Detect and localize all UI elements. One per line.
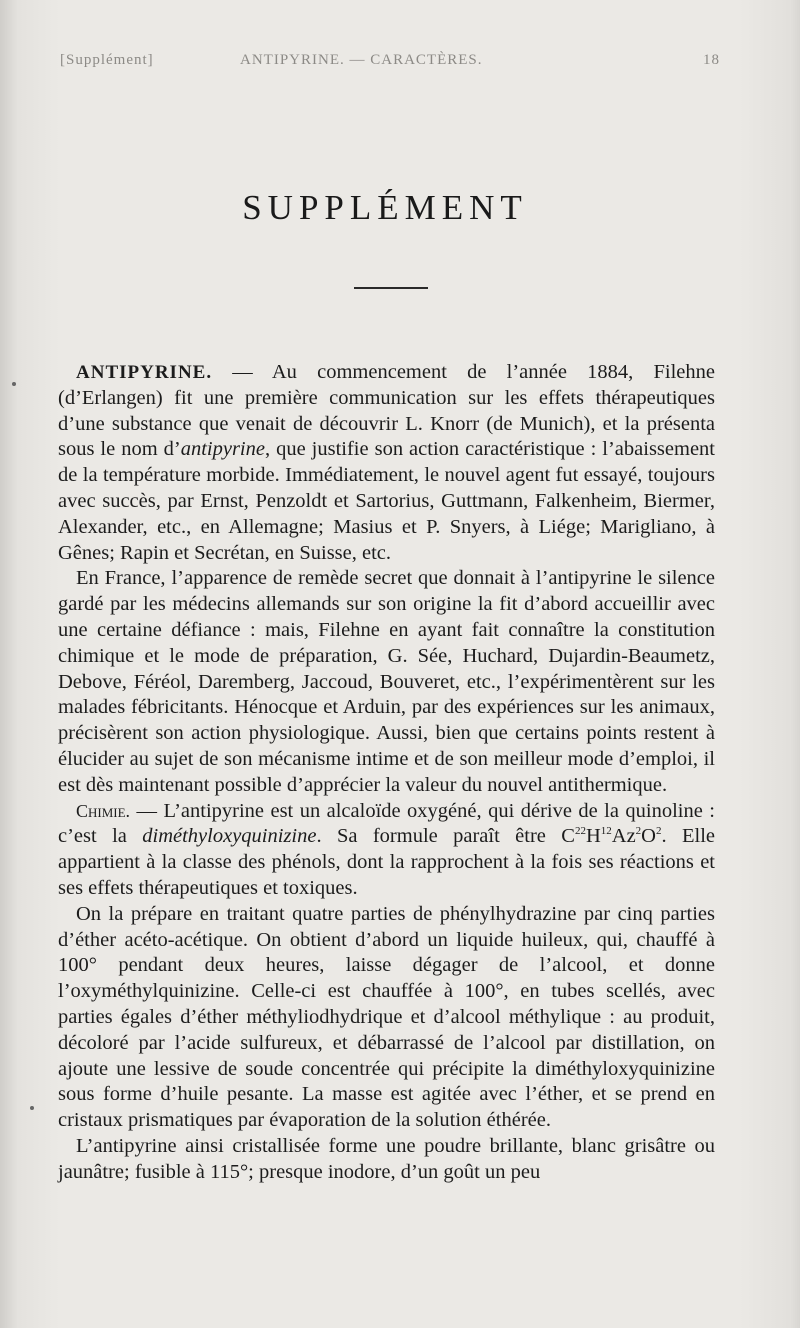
text-run: . Sa formule paraît être C — [316, 825, 575, 848]
paragraph — [58, 360, 715, 566]
superscript: 2 — [655, 825, 662, 838]
paragraph — [58, 566, 715, 798]
text-run: En France, l’apparence de remède secret que donnait à l’antipyrine le silence gardé par les médecins allemands sur son origine la fit d’abord accueillir avec une certaine défiance : mais, Filehne en ayant fait connaître la constitution chimique et le mode de préparation, G. Sée, Huchard, Dujardin-Beaumetz, Debove, Féréol, Daremberg, Jaccoud, Bouveret, etc., l’expérimentèrent sur les malades fébricitants. Hénocque et Arduin, par des expériences sur les animaux, précisèrent son action physiologique. Aussi, bien que certains points restent à élucider au sujet de son mécanisme intime et de son meilleur mode d’emploi, il est dès maintenant possible d’apprécier la valeur du nouvel antithermique. — [58, 567, 715, 796]
superscript: 12 — [600, 825, 612, 838]
article-body — [58, 360, 715, 1186]
paragraph — [58, 902, 715, 1134]
italic-term: antipyrine — [180, 438, 265, 461]
superscript: 2 — [635, 825, 642, 838]
text-run: Az — [611, 825, 636, 848]
text-run: O — [641, 825, 656, 848]
show-through-line — [60, 92, 720, 116]
text-run: L’antipyrine ainsi cristallisée forme une poudre brillante, blanc grisâtre ou jaunâtre; fusible à 115°; presque inodore, d’un goût un peu — [58, 1134, 715, 1183]
page-title: SUPPLÉMENT — [242, 188, 528, 227]
paragraph — [58, 1134, 715, 1186]
margin-mark — [12, 382, 16, 386]
text-run: . Elle appartient à la classe des phénols, dont la rapprochent à la fois ses réactions et ses effets thérapeutiques et toxiques. — [58, 825, 716, 899]
section-heading: Chimie. — [76, 800, 131, 821]
text-run: On la prépare en traitant quatre parties de phénylhydrazine par cinq parties d’éther acéto-acétique. On obtient d’abord un liquide huileux, qui, chauffé à 100° pendant deux heures, laisse dégager de l’alcool, et donne l’oxyméthylquinizine. Celle-ci est chauffée à 100°, en tubes scellés, avec parties égales d’éther méthyliodhydrique et d’alcool méthylique : au produit, décoloré par l’acide sulfureux, et débarrassé de l’alcool par distillation, on ajoute une lessive de soude concentrée qui précipite la diméthyloxyquinizine sous forme d’huile pesante. La masse est agitée avec l’éther, et se prend en cristaux prismatiques par évaporation de la solution éthérée. — [58, 902, 715, 1132]
italic-term: diméthyloxyquinizine — [142, 825, 317, 848]
entry-heading: ANTIPYRINE. — [76, 362, 213, 383]
superscript: 22 — [574, 825, 586, 838]
title-rule — [354, 287, 428, 289]
running-head-left: [Supplément] — [60, 52, 154, 68]
running-head — [60, 52, 720, 76]
running-head-center: ANTIPYRINE. — CARACTÈRES. — [240, 52, 483, 68]
text-run: H — [585, 825, 601, 848]
page-number: 18 — [703, 52, 720, 68]
text-run: — Au commencement de l’année 1884, Filehne (d’Erlangen) fit une première communication sur les effets thérapeutiques d’une substance que venait de découvrir L. Knorr (de Munich), et la présenta sous le nom d’ — [58, 361, 715, 461]
text-run: — L’antipyrine est un alcaloïde oxygéné, qui dérive de la quinoline : c’est la — [58, 799, 715, 848]
text-run: , que justifie son action caractéristique : l’abaissement de la température morbide. Immédiatement, le nouvel agent fut essayé, toujours avec succès, par Ernst, Penzoldt et Sartorius, Guttmann, Falkenheim, Biermer, Alexander, etc., en Allemagne; Masius et P. Snyers, à Liége; Marigliano, à Gênes; Rapin et Secrétan, en Suisse, etc. — [58, 438, 715, 564]
paragraph — [58, 799, 715, 902]
margin-mark — [30, 1106, 34, 1110]
